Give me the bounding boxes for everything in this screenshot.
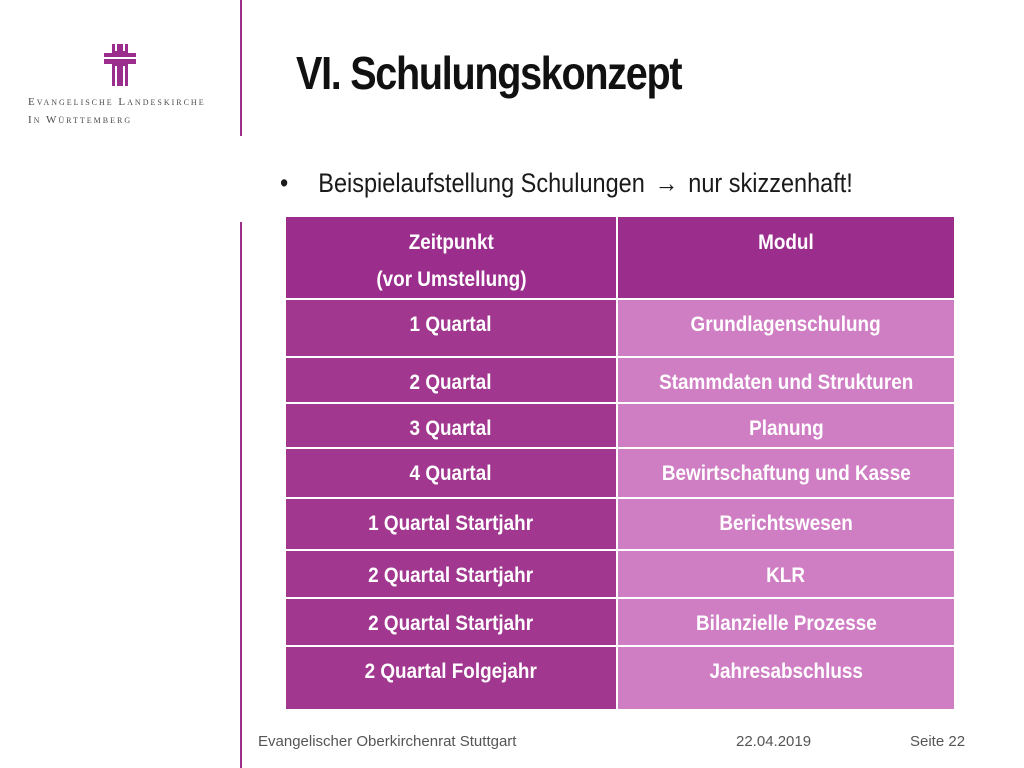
- cell-zeitpunkt: [285, 357, 617, 403]
- cell-modul-text: Jahresabschluss: [709, 660, 863, 683]
- cell-modul: [617, 299, 955, 357]
- cell-zeitpunkt: [285, 550, 617, 598]
- cell-zeitpunkt: [285, 498, 617, 550]
- cell-modul: [617, 448, 955, 498]
- cell-modul-text: Stammdaten und Strukturen: [658, 371, 914, 394]
- cell-zeitpunkt: [285, 598, 617, 646]
- header-zeitpunkt-line1: Zeitpunkt: [408, 231, 494, 254]
- table-header-row: [285, 216, 955, 299]
- cell-zeitpunkt-text: 2 Quartal Startjahr: [368, 564, 534, 587]
- accent-divider-top: [240, 0, 242, 136]
- cell-zeitpunkt: [285, 299, 617, 357]
- logo-text-line2: In Württemberg: [28, 114, 133, 126]
- slide-title: VI. Schulungskonzept: [296, 47, 682, 99]
- cell-modul: [617, 550, 955, 598]
- header-zeitpunkt: [285, 216, 617, 299]
- cross-icon: [104, 44, 136, 86]
- accent-divider-bottom: [240, 222, 242, 768]
- cell-zeitpunkt-text: 2 Quartal: [410, 371, 492, 394]
- cell-modul-text: Bewirtschaftung und Kasse: [661, 462, 911, 485]
- table-row: [285, 550, 955, 598]
- table-row: [285, 448, 955, 498]
- cell-modul-text: Bilanzielle Prozesse: [695, 612, 877, 635]
- cell-modul: [617, 357, 955, 403]
- right-arrow-icon: →: [654, 168, 679, 198]
- cell-zeitpunkt-text: 2 Quartal Folgejahr: [364, 660, 538, 683]
- cell-zeitpunkt-text: 2 Quartal Startjahr: [368, 612, 534, 635]
- logo-text-line1: Evangelische Landeskirche: [28, 96, 206, 108]
- training-schedule-table: [284, 215, 956, 711]
- footer-page-number: [910, 733, 965, 750]
- table-row: [285, 403, 955, 448]
- header-modul: [617, 216, 955, 299]
- bullet-marker: •: [280, 168, 289, 198]
- cell-zeitpunkt-text: 1 Quartal: [410, 313, 492, 336]
- table-row: [285, 357, 955, 403]
- table-row: [285, 299, 955, 357]
- cell-zeitpunkt: [285, 448, 617, 498]
- footer-page-label: Seite: [910, 733, 945, 750]
- table-row: [285, 646, 955, 710]
- cell-modul: [617, 598, 955, 646]
- footer-organization: Evangelischer Oberkirchenrat Stuttgart: [258, 733, 517, 750]
- cell-zeitpunkt: [285, 646, 617, 710]
- table-row: [285, 598, 955, 646]
- footer-page-value: 22: [948, 733, 966, 750]
- header-zeitpunkt-line2: (vor Umstellung): [375, 268, 527, 291]
- cell-zeitpunkt-text: 3 Quartal: [410, 417, 492, 440]
- cell-zeitpunkt: [285, 403, 617, 448]
- cell-modul-text: Grundlagenschulung: [690, 313, 882, 336]
- header-modul-label: Modul: [758, 231, 814, 254]
- cell-zeitpunkt-text: 4 Quartal: [410, 462, 492, 485]
- footer-date: 22.04.2019: [736, 733, 812, 750]
- cell-modul-text: KLR: [766, 564, 806, 587]
- table-row: [285, 498, 955, 550]
- cell-modul-text: Planung: [748, 417, 824, 440]
- cell-modul-text: Berichtswesen: [719, 512, 853, 535]
- cell-zeitpunkt-text: 1 Quartal Startjahr: [368, 512, 534, 535]
- cell-modul: [617, 403, 955, 448]
- cell-modul: [617, 498, 955, 550]
- bullet-text-before: Beispielaufstellung Schulungen: [318, 168, 645, 198]
- cell-modul: [617, 646, 955, 710]
- bullet-text-after: nur skizzenhaft!: [688, 168, 853, 198]
- bullet-item: [280, 168, 853, 199]
